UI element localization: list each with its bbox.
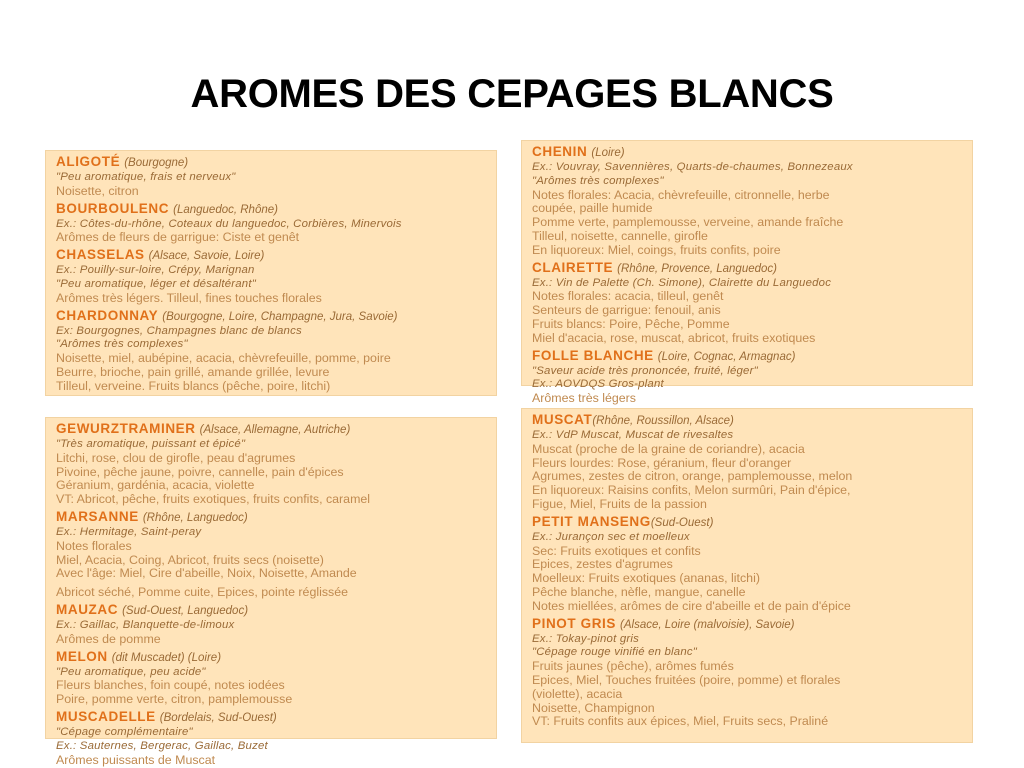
grape-region: (Bordelais, Sud-Ouest) <box>159 711 277 724</box>
grape-heading <box>56 154 490 171</box>
aroma-line: Noisette, Champignon <box>532 700 655 715</box>
aroma-line: VT: Fruits confits aux épices, Miel, Fruits secs, Praliné <box>532 714 829 729</box>
grape-region: (Rhône, Roussillon, Alsace) <box>592 415 734 427</box>
aroma-line: Géranium, gardénia, acacia, violette <box>56 478 255 493</box>
grape-region: (Alsace, Allemagne, Autriche) <box>199 424 351 436</box>
grape-heading <box>56 649 490 666</box>
aroma-line: Muscat (proche de la graine de coriandre), acacia <box>532 441 805 456</box>
aroma-line: Arômes très légers <box>532 391 636 406</box>
grape-note: Ex.: Vin de Palette (Ch. Simone), Clairette du Languedoc <box>532 276 832 289</box>
grape-note: Ex.: Vouvray, Savennières, Quarts-de-chaumes, Bonnezeaux <box>532 161 853 173</box>
grape-region: (Loire, Cognac, Armagnac) <box>657 350 796 363</box>
aroma-line: Figue, Miel, Fruits de la passion <box>532 496 707 511</box>
grape-region: (Alsace, Loire (malvoisie), Savoie) <box>620 618 795 631</box>
aroma-line: Poire, pomme verte, citron, pamplemousse <box>56 692 293 707</box>
grape-name: BOURBOULENC <box>56 200 170 216</box>
grape-note: "Arômes très complexes" <box>532 174 664 187</box>
grape-note: "Saveur acide très prononcée, fruité, léger" <box>532 364 758 377</box>
grape-note: Ex.: Tokay-pinot gris <box>532 632 639 645</box>
grape-name: FOLLE BLANCHE <box>532 347 654 363</box>
grape-note: "Arômes très complexes" <box>56 338 188 351</box>
grape-heading <box>532 144 966 161</box>
aroma-line: Pivoine, pêche jaune, poivre, cannelle, pain d'épices <box>56 464 344 479</box>
aroma-line: Arômes de fleurs de garrigue: Ciste et genêt <box>56 230 300 245</box>
grape-note: Ex.: Hermitage, Saint-peray <box>56 525 202 538</box>
aroma-line: Arômes puissants de Muscat <box>56 752 216 767</box>
grape-region: (Rhône, Provence, Languedoc) <box>617 262 777 275</box>
grape-note: Ex.: Sauternes, Bergerac, Gaillac, Buzet <box>56 739 268 752</box>
aroma-line: coupée, paille humide <box>532 201 653 216</box>
grape-entry-marsanne <box>56 509 490 600</box>
aroma-line: Noisette, miel, aubépine, acacia, chèvrefeuille, pomme, poire <box>56 351 391 366</box>
page-title: AROMES DES CEPAGES BLANCS <box>190 72 834 116</box>
grape-note: Ex.: Pouilly-sur-loire, Crépy, Marignan <box>56 264 255 277</box>
aroma-line: Notes florales: acacia, tilleul, genêt <box>532 289 724 304</box>
grape-name: MUSCAT <box>532 412 593 427</box>
grape-note: Ex.: AOVDQS Gros-plant <box>532 378 664 391</box>
grape-entry-mauzac <box>56 602 490 647</box>
aroma-line: Notes miellées, arômes de cire d'abeille et de pain d'épice <box>532 598 851 613</box>
aroma-line: VT: Abricot, pêche, fruits exotiques, fruits confits, caramel <box>56 492 371 507</box>
grape-entry-bourboulenc <box>56 201 490 246</box>
grape-entry-aligote <box>56 154 490 199</box>
grape-name: CHENIN <box>532 144 588 159</box>
grape-heading <box>532 616 966 633</box>
grape-region: (Alsace, Savoie, Loire) <box>148 250 265 263</box>
grape-note: Ex.: Gaillac, Blanquette-de-limoux <box>56 618 235 631</box>
panel-gewurztraminer-muscadelle <box>45 417 497 767</box>
aroma-line: Beurre, brioche, pain grillé, amande grillée, levure <box>56 364 330 379</box>
aroma-line: Arômes de pomme <box>56 631 161 646</box>
grape-entry-muscat <box>532 412 966 512</box>
aroma-line: Epices, Miel, Touches fruitées (poire, pomme) et florales <box>532 672 841 687</box>
grape-region: (Rhône, Languedoc) <box>142 511 248 524</box>
aroma-line: Pomme verte, pamplemousse, verveine, amande fraîche <box>532 215 844 230</box>
grape-heading <box>56 308 490 325</box>
aroma-line: Notes florales: Acacia, chèvrefeuille, citronnelle, herbe <box>532 187 830 202</box>
aroma-line: Abricot séché, Pomme cuite, Epices, pointe réglissée <box>56 585 349 600</box>
grape-name: ALIGOTÉ <box>56 154 121 169</box>
grape-heading <box>56 247 490 264</box>
grape-name: CLAIRETTE <box>532 259 614 275</box>
grape-name: PINOT GRIS <box>532 615 617 631</box>
grape-note: Ex.: Jurançon sec et moelleux <box>532 530 690 543</box>
aroma-line: Sec: Fruits exotiques et confits <box>532 543 701 558</box>
grape-note: Ex.: Côtes-du-rhône, Coteaux du languedoc, Corbières, Minervois <box>56 217 402 230</box>
grape-heading <box>532 412 966 429</box>
grape-heading <box>532 260 966 277</box>
grape-note: "Cépage rouge vinifié en blanc" <box>532 646 698 659</box>
aroma-line: Fruits blancs: Poire, Pêche, Pomme <box>532 316 730 331</box>
aroma-line: Fleurs lourdes: Rose, géranium, fleur d'oranger <box>532 455 792 470</box>
aroma-line: Litchi, rose, clou de girofle, peau d'agrumes <box>56 450 296 465</box>
grape-name: MELON <box>56 648 108 664</box>
aroma-line: Arômes très légers. Tilleul, fines touches florales <box>56 290 322 305</box>
grape-entry-chardonnay <box>56 308 490 394</box>
grape-entry-clairette <box>532 260 966 346</box>
aroma-line: En liquoreux: Raisins confits, Melon surmûri, Pain d'épice, <box>532 483 851 498</box>
grape-note: "Peu aromatique, léger et désaltérant" <box>56 277 256 290</box>
grape-note: Ex: Bourgognes, Champagnes blanc de blancs <box>56 324 302 337</box>
aroma-line: Moelleux: Fruits exotiques (ananas, litchi) <box>532 571 760 586</box>
grape-name: MAUZAC <box>56 601 119 617</box>
aroma-line: Pêche blanche, nèfle, mangue, canelle <box>532 584 746 599</box>
panel-chenin-folle-blanche <box>521 140 973 406</box>
grape-entry-melon <box>56 649 490 707</box>
aroma-line: Tilleul, noisette, cannelle, girofle <box>532 228 708 243</box>
grape-region: (Languedoc, Rhône) <box>173 203 278 216</box>
aroma-line: Miel d'acacia, rose, muscat, abricot, fruits exotiques <box>532 330 816 345</box>
aroma-line: Agrumes, zestes de citron, orange, pamplemousse, melon <box>532 469 853 484</box>
grape-heading <box>532 348 966 365</box>
aroma-line: En liquoreux: Miel, coings, fruits confits, poire <box>532 242 781 257</box>
grape-entry-chasselas <box>56 247 490 305</box>
aroma-line: Miel, Acacia, Coing, Abricot, fruits secs (noisette) <box>56 552 324 567</box>
grape-region: (Sud-Ouest) <box>650 516 714 529</box>
panel-muscat-pinot-gris <box>521 408 973 743</box>
grape-heading <box>56 709 490 726</box>
grape-region: (dit Muscadet) (Loire) <box>111 651 222 664</box>
aroma-line: Notes florales <box>56 538 132 553</box>
grape-entry-chenin <box>532 144 966 258</box>
grape-entry-pinot-gris <box>532 616 966 730</box>
grape-region: (Loire) <box>591 147 625 159</box>
grape-region: (Bourgogne) <box>124 157 189 169</box>
grape-heading <box>56 509 490 526</box>
aroma-line: (violette), acacia <box>532 686 623 701</box>
grape-note: "Peu aromatique, frais et nerveux" <box>56 171 236 183</box>
grape-entry-folle-blanche <box>532 348 966 406</box>
grape-heading <box>56 602 490 619</box>
grape-name: CHASSELAS <box>56 247 145 263</box>
grape-entry-gewurztraminer <box>56 421 490 507</box>
grape-name: GEWURZTRAMINER <box>56 421 196 436</box>
aroma-line: Tilleul, verveine. Fruits blancs (pêche, poire, litchi) <box>56 378 331 393</box>
grape-heading <box>56 421 490 438</box>
aroma-line: Senteurs de garrigue: fenouil, anis <box>532 303 721 318</box>
aroma-line: Fleurs blanches, foin coupé, notes iodées <box>56 678 285 693</box>
grape-note: "Peu aromatique, peu acide" <box>56 665 206 678</box>
grape-entry-petit-manseng <box>532 514 966 614</box>
aroma-line: Fruits jaunes (pêche), arômes fumés <box>532 659 734 674</box>
grape-name: PETIT MANSENG <box>532 513 651 529</box>
grape-note: "Cépage complémentaire" <box>56 725 193 738</box>
grape-name: MARSANNE <box>56 508 139 524</box>
aroma-line: Noisette, citron <box>56 183 139 198</box>
grape-region: (Bourgogne, Loire, Champagne, Jura, Savoie) <box>162 310 398 323</box>
grape-heading <box>532 514 966 531</box>
grape-region: (Sud-Ouest, Languedoc) <box>122 604 249 617</box>
grape-name: CHARDONNAY <box>56 307 159 323</box>
grape-entry-muscadelle <box>56 709 490 767</box>
panel-aligote-chardonnay <box>45 150 497 396</box>
grape-note: Ex.: VdP Muscat, Muscat de rivesaltes <box>532 429 734 441</box>
grape-note: "Très aromatique, puissant et épicé" <box>56 438 246 450</box>
grape-name: MUSCADELLE <box>56 708 156 724</box>
aroma-line: Avec l'âge: Miel, Cire d'abeille, Noix, Noisette, Amande <box>56 566 357 581</box>
aroma-line: Epices, zestes d'agrumes <box>532 557 673 572</box>
grape-heading <box>56 201 490 218</box>
